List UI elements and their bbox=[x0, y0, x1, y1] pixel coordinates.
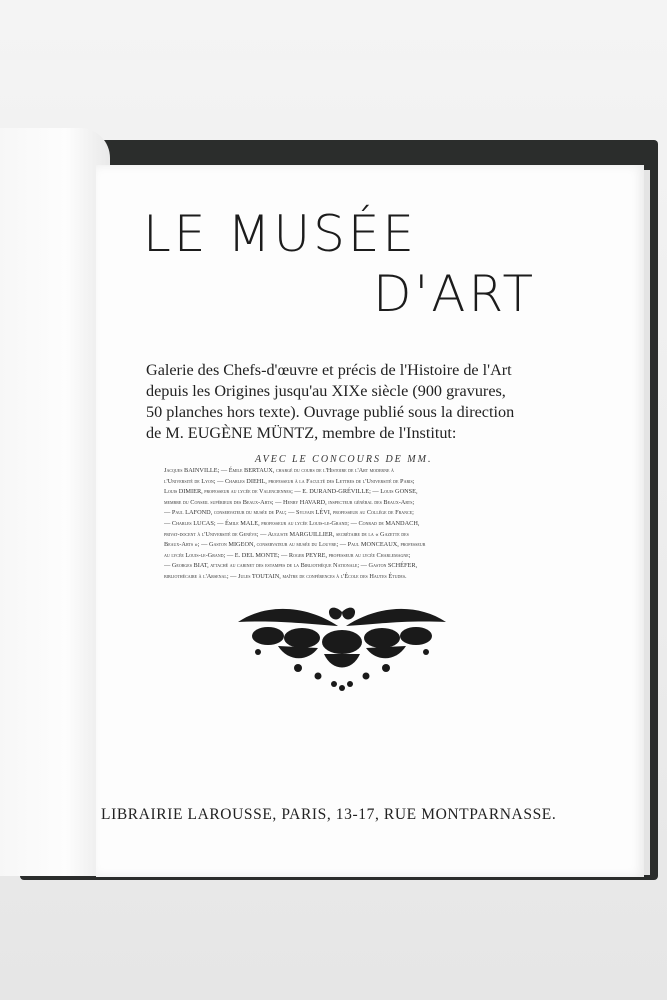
description-line: depuis les Origines jusqu'au XIXe siècle (900 gravures, bbox=[146, 382, 506, 400]
contributor-line: l'Université de Lyon; — Charles DIEHL, professeur à la Faculté des Lettres de l'Université de Paris; bbox=[164, 477, 415, 485]
contributor-line: — Georges BIAT, attaché au cabinet des estampes de la Bibliothèque Nationale; — Gaston SCHÉFER, bbox=[164, 562, 418, 570]
floral-ornament-icon bbox=[238, 602, 446, 692]
description-line: Galerie des Chefs-d'œuvre et précis de l'Histoire de l'Art bbox=[146, 361, 512, 379]
description-line: de M. EUGÈNE MÜNTZ, membre de l'Institut: bbox=[146, 424, 457, 442]
left-page bbox=[0, 128, 110, 876]
publisher-imprint: LIBRAIRIE LAROUSSE, PARIS, 13-17, RUE MONTPARNASSE. bbox=[101, 806, 557, 823]
contributor-line: — Charles LUCAS; — Émile MALE, professeur au lycée Louis-le-Grand; — Conrad de MANDACH, bbox=[164, 519, 420, 527]
description-line: 50 planches hors texte). Ouvrage publié sous la direction bbox=[146, 403, 515, 421]
contributor-line: au lycée Louis-le-Grand; — E. DEL MONTE; — Roger PEYRE, professeur au lycée Charlemagne; bbox=[164, 551, 411, 559]
description bbox=[146, 360, 546, 444]
contributor-line: Jacques BAINVILLE; — Émile BERTAUX, chargé du cours de l'Histoire de l'Art moderne à bbox=[164, 467, 394, 474]
concours-heading: AVEC LE CONCOURS DE MM. bbox=[255, 454, 433, 465]
contributors-list bbox=[164, 466, 502, 583]
title-line-2: D'ART bbox=[373, 265, 537, 323]
contributor-line: bibliothécaire à l'Arsenal; — Jules TOUTAIN, maître de conférences à l'École des Hautes Études. bbox=[164, 572, 407, 580]
contributor-line: Louis DIMIER, professeur au lycée de Valenciennes; — E. DURAND-GRÉVILLE; — Louis GONSE, bbox=[164, 488, 418, 496]
contributor-line: membre du Conseil supérieur des Beaux-Arts; — Henry HAVARD, inspecteur général des Beaux-Arts; bbox=[164, 498, 415, 506]
contributor-line: privat-docent à l'Université de Genève; — Auguste MARGUILLIER, secrétaire de la « Gazette des bbox=[164, 530, 409, 538]
contributor-line: Beaux-Arts »; — Gaston MIGEON, conservateur au musée du Louvre; — Paul MONCEAUX, professeur bbox=[164, 541, 426, 549]
title-line-1: LE MUSÉE bbox=[143, 205, 417, 263]
contributor-line: — Paul LAFOND, conservateur du musée de Pau; — Sylvain LÉVI, professeur au Collège de France; bbox=[164, 509, 414, 517]
